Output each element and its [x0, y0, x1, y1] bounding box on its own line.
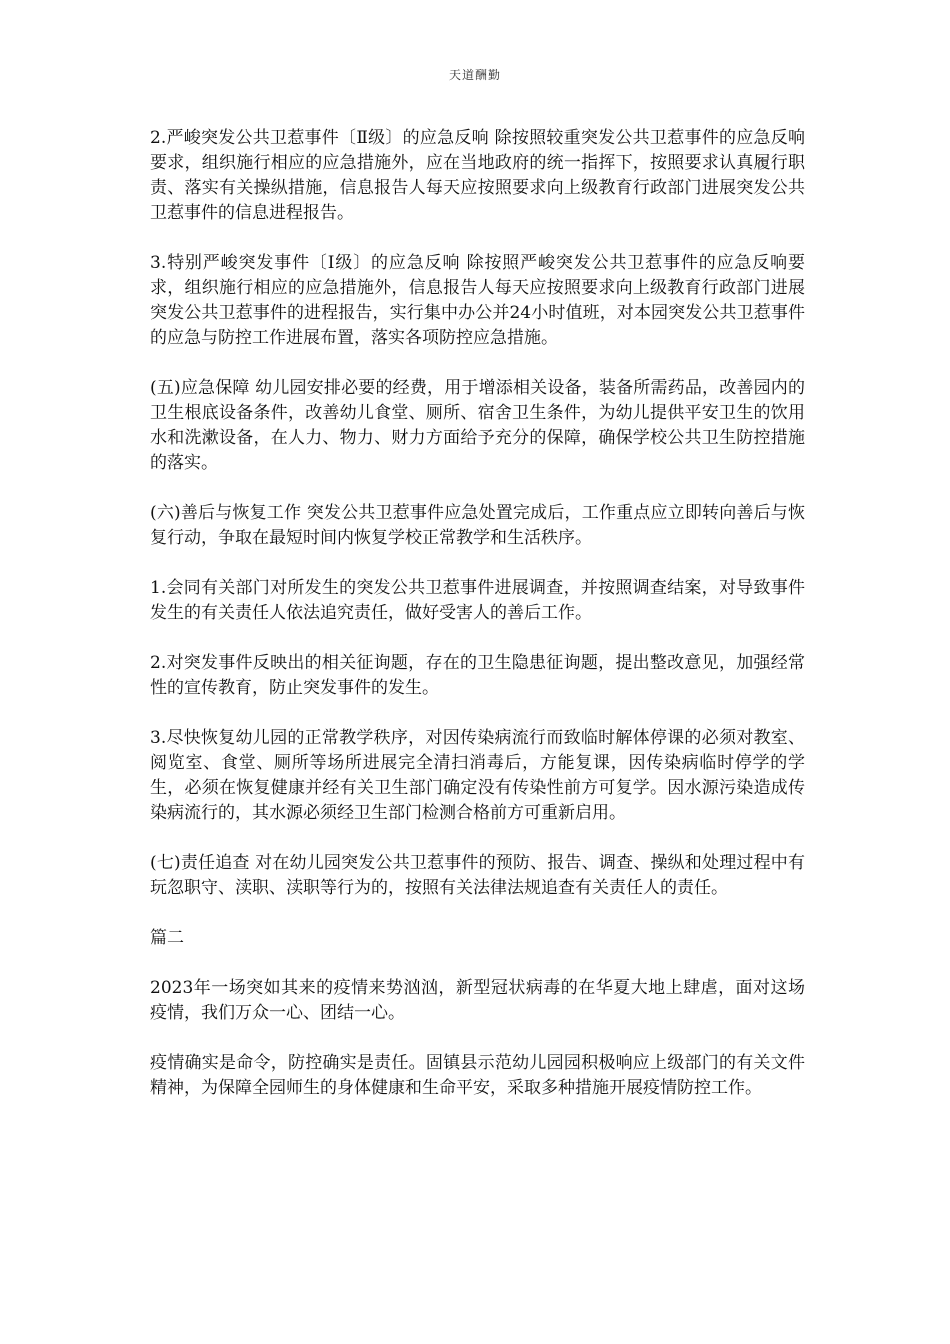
paragraph-recovery-item-1: 1.会同有关部门对所发生的突发公共卫惹事件进展调查，并按照调查结案，对导致事件发生的有关责任人依法追究责任，做好受害人的善后工作。 [150, 578, 805, 623]
paragraph-epidemic-response: 疫情确实是命令，防控确实是责任。固镇县示范幼儿园园积极响应上级部门的有关文件精神，为保障全园师生的身体健康和生命平安，采取多种措施开展疫情防控工作。 [150, 1053, 805, 1098]
section-heading-part-two: 篇二 [150, 928, 184, 948]
paragraph-recovery-work: (六)善后与恢复工作 突发公共卫惹事件应急处置完成后，工作重点应立即转向善后与恢复行动，争取在最短时间内恢复学校正常教学和生活秩序。 [150, 503, 805, 548]
paragraph-level-2-response: 2.严峻突发公共卫惹事件〔Ⅱ级〕的应急反响 除按照较重突发公共卫惹事件的应急反响要求，组织施行相应的应急措施外，应在当地政府的统一指挥下，按照要求认真履行职责、落实有关操纵措施，信息报告人每天应按照要求向上级教育行政部门进展突发公共卫惹事件的信息进程报告。 [150, 128, 805, 223]
document-body [150, 126, 805, 1126]
paragraph-emergency-guarantee: (五)应急保障 幼儿园安排必要的经费，用于增添相关设备，装备所需药品，改善园内的卫生根底设备条件，改善幼儿食堂、厕所、宿舍卫生条件，为幼儿提供平安卫生的饮用水和洗漱设备，在人力、物力、财力方面给予充分的保障，确保学校公共卫生防控措施的落实。 [150, 378, 805, 473]
paragraph-recovery-item-2: 2.对突发事件反映出的相关征询题，存在的卫生隐患征询题，提出整改意见，加强经常性的宣传教育，防止突发事件的发生。 [150, 653, 805, 698]
paragraph-epidemic-intro: 2023年一场突如其来的疫情来势汹汹，新型冠状病毒的在华夏大地上肆虐，面对这场疫情，我们万众一心、团结一心。 [150, 978, 805, 1023]
paragraph-level-1-response: 3.特别严峻突发事件〔Ⅰ级〕的应急反响 除按照严峻突发公共卫惹事件的应急反响要求，组织施行相应的应急措施外，信息报告人每天应按照要求向上级教育行政部门进展突发公共卫惹事件的进程报告，实行集中办公并24小时值班，对本园突发公共卫惹事件的应急与防控工作进展布置，落实各项防控应急措施。 [150, 253, 805, 348]
paragraph-recovery-item-3: 3.尽快恢复幼儿园的正常教学秩序，对因传染病流行而致临时解体停课的必须对教室、阅览室、食堂、厕所等场所进展完全清扫消毒后，方能复课，因传染病临时停学的学生，必须在恢复健康并经有关卫生部门确定没有传染性前方可复学。因水源污染造成传染病流行的，其水源必须经卫生部门检测合格前方可重新启用。 [150, 728, 805, 823]
page-header: 天道酬勤 [448, 68, 501, 82]
paragraph-accountability: (七)责任追查 对在幼儿园突发公共卫惹事件的预防、报告、调查、操纵和处理过程中有玩忽职守、渎职、渎职等行为的，按照有关法律法规追查有关责任人的责任。 [150, 853, 805, 898]
